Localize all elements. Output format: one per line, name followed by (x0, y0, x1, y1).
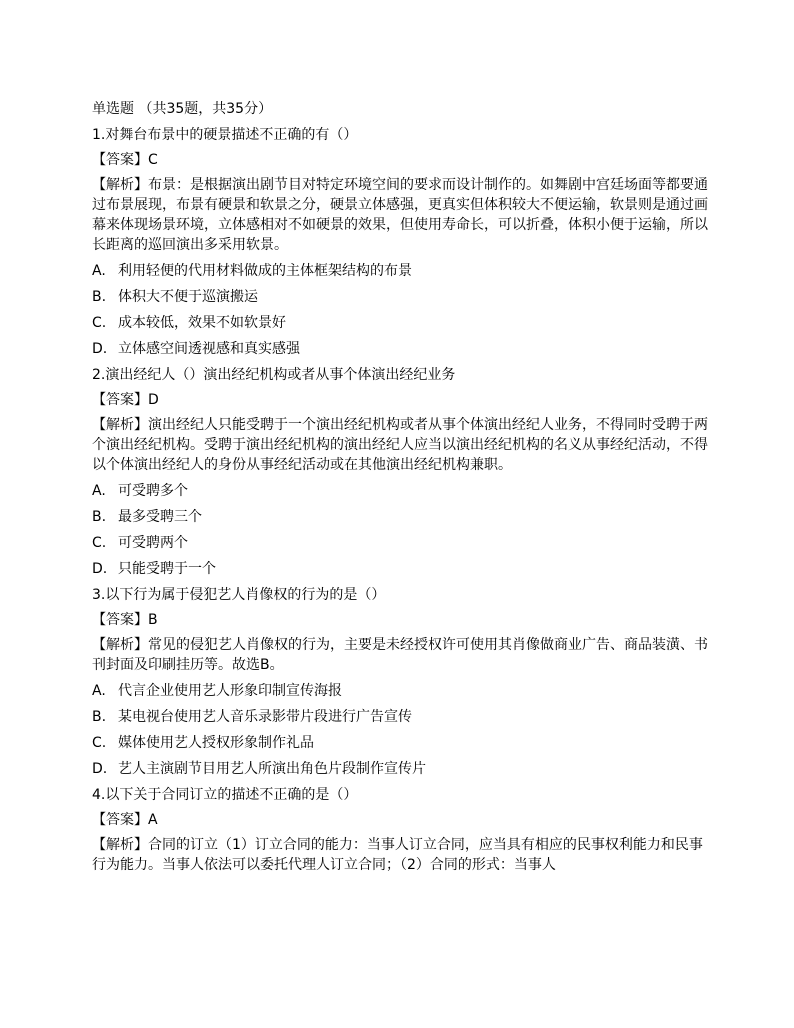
option-text: 可受聘多个 (118, 483, 188, 499)
option-d (92, 759, 710, 779)
option-letter: C. (92, 535, 107, 551)
question-title: 4.以下关于合同订立的描述不正确的是（） (92, 787, 358, 803)
question-answer: 【答案】D (92, 392, 159, 408)
option-letter: B. (92, 509, 107, 525)
option-letter: C. (92, 735, 107, 751)
option-letter: A. (92, 263, 106, 279)
question-analysis: 【解析】演出经纪人只能受聘于一个演出经纪机构或者从事个体演出经纪人业务，不得同时受聘于两个演出经纪机构。受聘于演出经纪机构的演出经纪人应当以演出经纪机构的名义从事经纪活动，不得以个体演出经纪人的身份从事经纪活动或在其他演出经纪机构兼职。 (92, 417, 708, 473)
question-title: 2.演出经纪人（）演出经纪机构或者从事个体演出经纪业务 (92, 367, 456, 383)
option-text: 体积大不便于巡演搬运 (118, 289, 258, 305)
option-letter: C. (92, 315, 107, 331)
option-letter: D. (92, 561, 108, 577)
option-text: 艺人主演剧节目用艺人所演出角色片段制作宣传片 (118, 761, 426, 777)
option-text: 利用轻便的代用材料做成的主体框架结构的布景 (118, 263, 412, 279)
option-text: 可受聘两个 (118, 535, 188, 551)
option-text: 立体感空间透视感和真实感强 (118, 341, 300, 357)
option-letter: A. (92, 683, 106, 699)
option-text: 成本较低，效果不如软景好 (118, 315, 286, 331)
option-letter: B. (92, 709, 107, 725)
question-1 (92, 125, 710, 359)
option-b (92, 707, 710, 727)
option-d (92, 339, 710, 359)
question-answer: 【答案】B (92, 612, 158, 628)
option-c (92, 533, 710, 553)
option-b (92, 287, 710, 307)
question-3 (92, 585, 710, 779)
option-a (92, 481, 710, 501)
option-letter: D. (92, 341, 108, 357)
question-2 (92, 365, 710, 579)
option-a (92, 261, 710, 281)
option-text: 代言企业使用艺人形象印制宣传海报 (118, 683, 342, 699)
option-text: 只能受聘于一个 (118, 561, 216, 577)
question-analysis: 【解析】合同的订立（1）订立合同的能力：当事人订立合同，应当具有相应的民事权利能力和民事行为能力。当事人依法可以委托代理人订立合同；（2）合同的形式：当事人 (92, 837, 703, 873)
option-b (92, 507, 710, 527)
option-d (92, 559, 710, 579)
document-page (92, 99, 710, 875)
option-letter: D. (92, 761, 108, 777)
section-title: 单选题 （共35题，共35分） (92, 101, 273, 117)
option-a (92, 681, 710, 701)
question-analysis: 【解析】常见的侵犯艺人肖像权的行为，主要是未经授权许可使用其肖像做商业广告、商品装潢、书刊封面及印刷挂历等。故选B。 (92, 637, 708, 673)
option-text: 媒体使用艺人授权形象制作礼品 (118, 735, 314, 751)
question-4 (92, 785, 710, 875)
question-title: 3.以下行为属于侵犯艺人肖像权的行为的是（） (92, 587, 386, 603)
option-c (92, 313, 710, 333)
option-text: 最多受聘三个 (118, 509, 202, 525)
option-letter: A. (92, 483, 106, 499)
question-title: 1.对舞台布景中的硬景描述不正确的有（） (92, 127, 358, 143)
question-answer: 【答案】A (92, 812, 158, 828)
question-answer: 【答案】C (92, 152, 158, 168)
option-letter: B. (92, 289, 107, 305)
question-analysis: 【解析】布景：是根据演出剧节目对特定环境空间的要求而设计制作的。如舞剧中宫廷场面等都要通过布景展现，布景有硬景和软景之分，硬景立体感强，更真实但体积较大不便运输，软景则是通过画幕来体现场景环境，立体感相对不如硬景的效果，但使用寿命长，可以折叠，体积小便于运输，所以长距离的巡回演出多采用软景。 (92, 177, 708, 253)
option-c (92, 733, 710, 753)
option-text: 某电视台使用艺人音乐录影带片段进行广告宣传 (118, 709, 412, 725)
